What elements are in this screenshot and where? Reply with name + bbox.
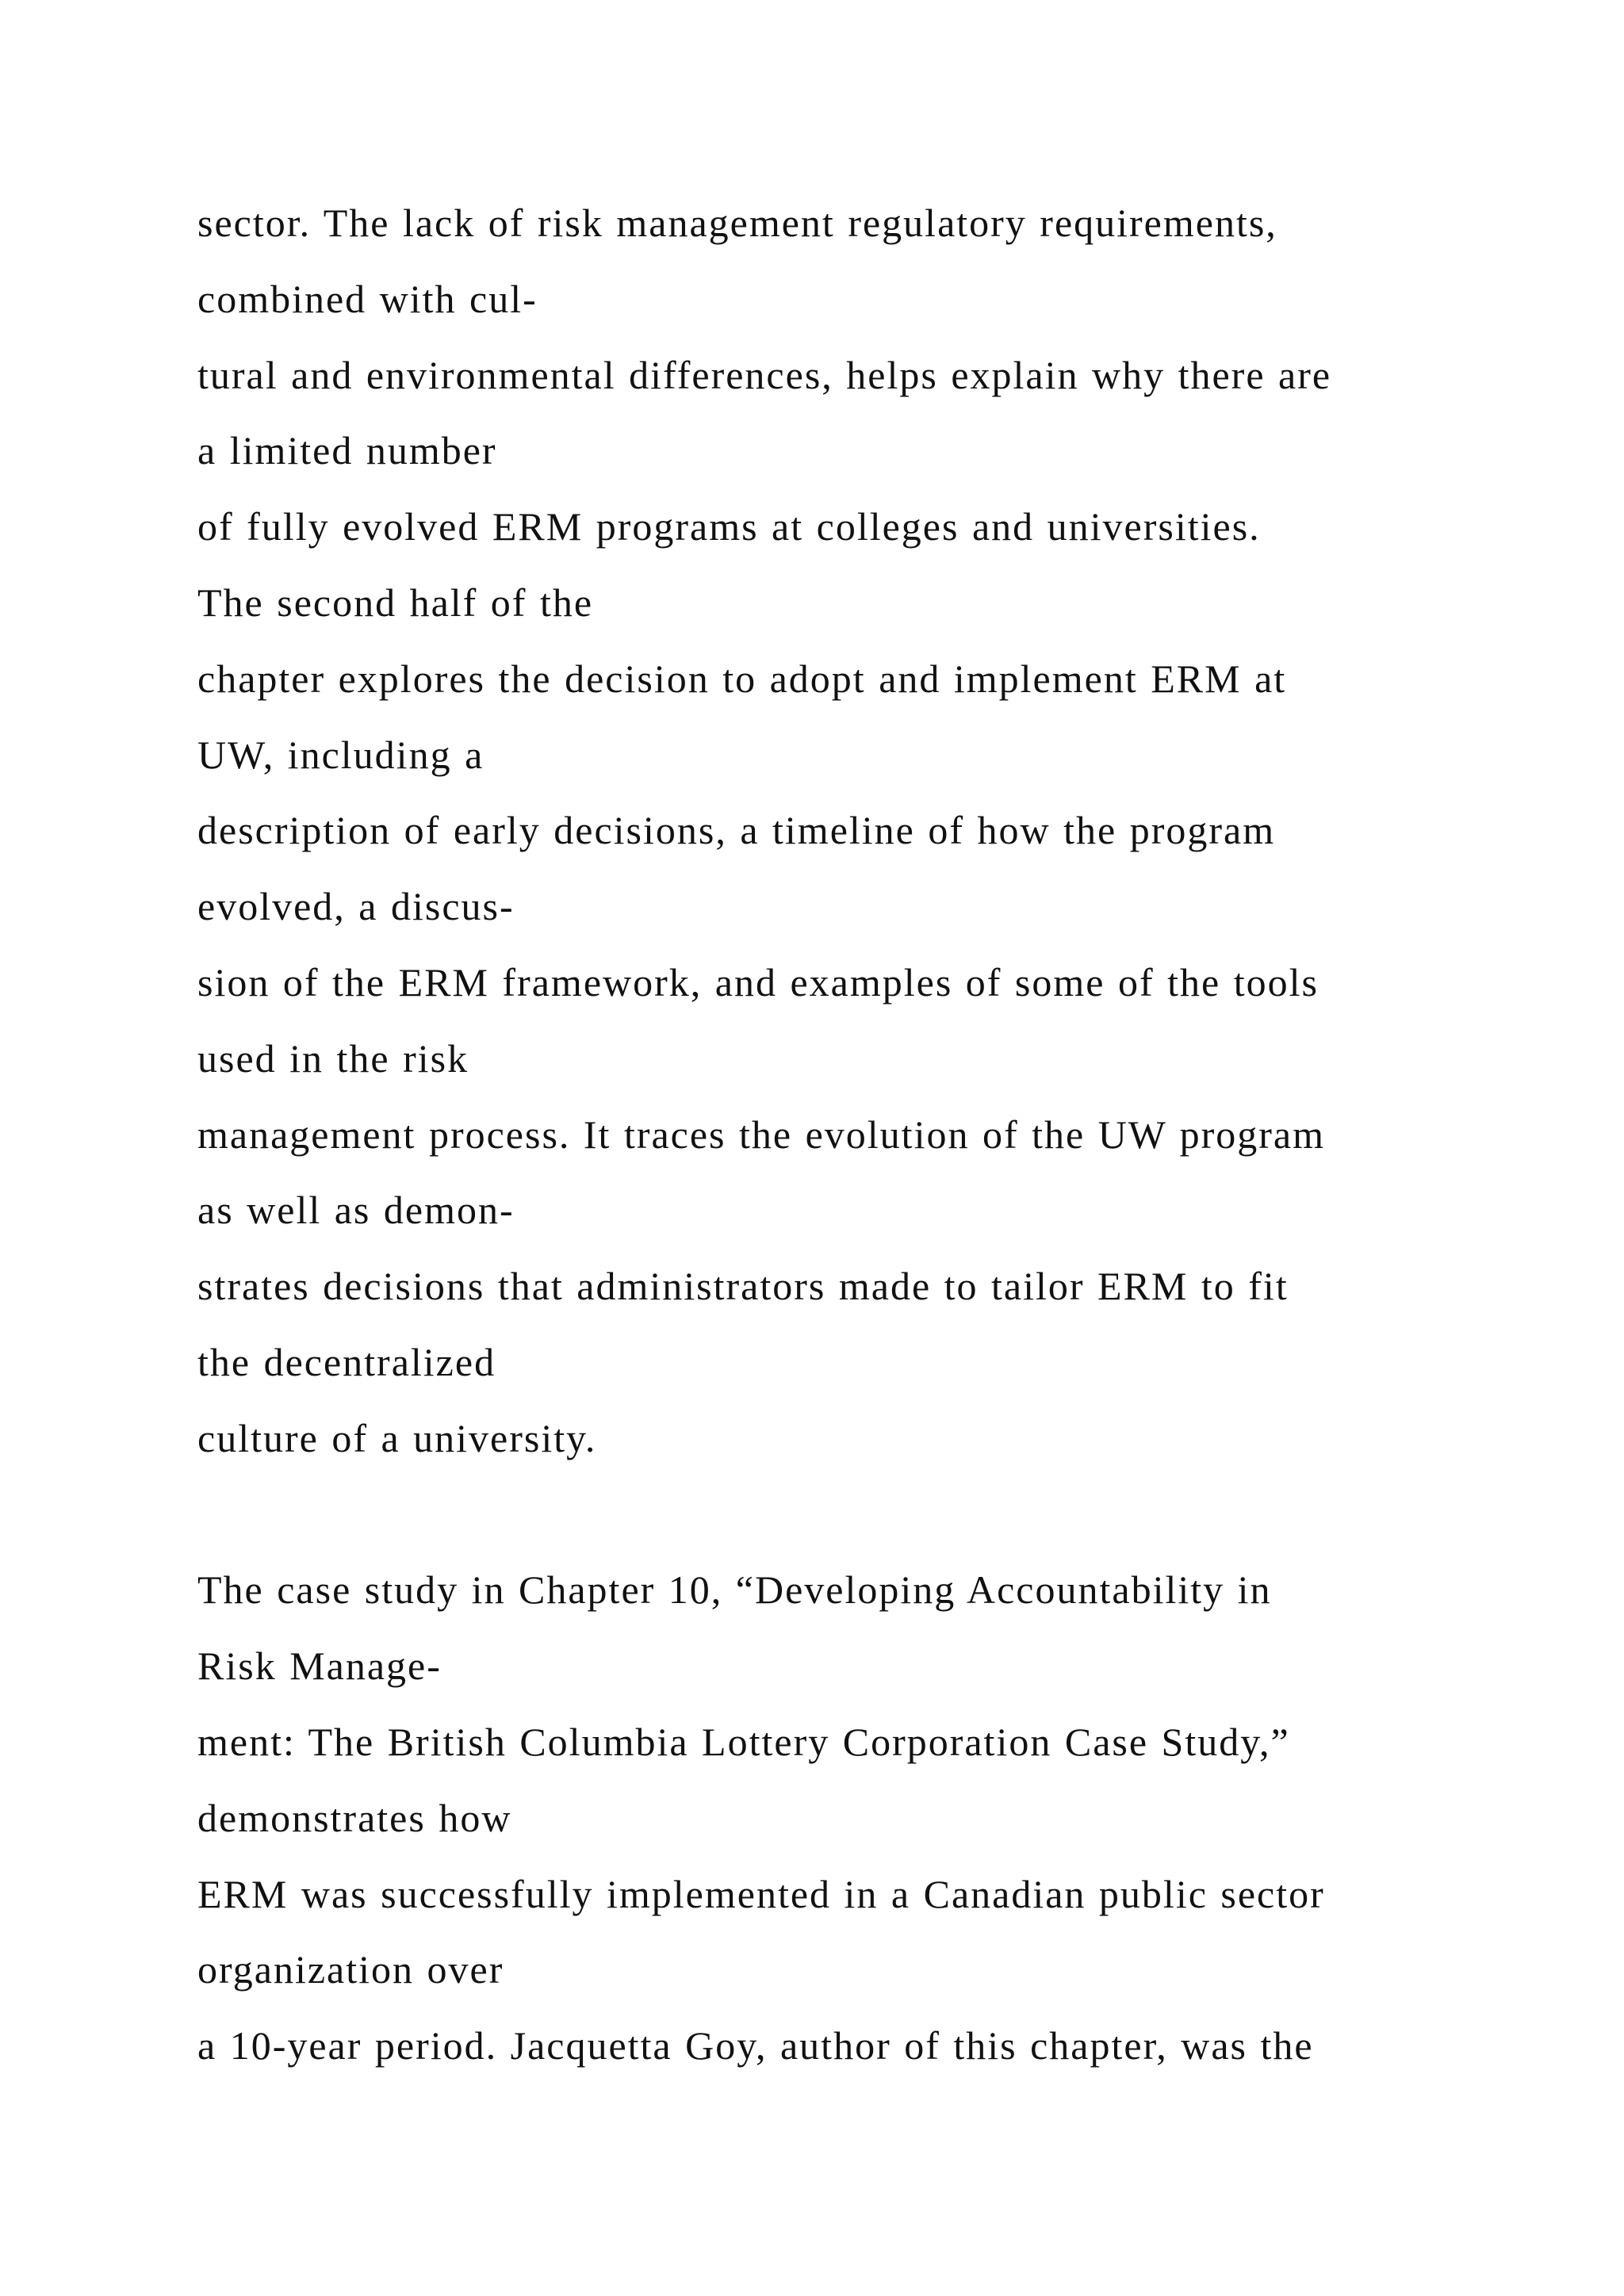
paragraph-1 bbox=[197, 186, 1593, 1477]
text-line: culture of a university. bbox=[197, 1415, 597, 1460]
text-line: a 10-year period. Jacquetta Goy, author of this chapter, was the bbox=[197, 2023, 1314, 2068]
text-line: evolved, a discus- bbox=[197, 884, 515, 929]
text-line: ERM was successfully implemented in a Canadian public sector bbox=[197, 1871, 1325, 1916]
text-line: ment: The British Columbia Lottery Corporation Case Study,” bbox=[197, 1719, 1290, 1764]
text-line: sion of the ERM framework, and examples of some of the tools bbox=[197, 959, 1319, 1004]
text-line: the decentralized bbox=[197, 1339, 496, 1384]
document-body bbox=[197, 186, 1593, 2084]
text-line: combined with cul- bbox=[197, 276, 538, 321]
text-line: management process. It traces the evolution of the UW program bbox=[197, 1112, 1325, 1157]
text-line: organization over bbox=[197, 1947, 504, 1992]
text-line: Risk Manage- bbox=[197, 1644, 442, 1689]
text-line: a limited number bbox=[197, 428, 497, 473]
text-line: sector. The lack of risk management regulatory requirements, bbox=[197, 201, 1277, 245]
paragraph-2 bbox=[197, 1552, 1593, 2084]
text-line: The case study in Chapter 10, “Developing Accountability in bbox=[197, 1567, 1272, 1613]
text-line: UW, including a bbox=[197, 732, 485, 777]
text-line: strates decisions that administrators made to tailor ERM to fit bbox=[197, 1264, 1289, 1309]
text-line: chapter explores the decision to adopt and implement ERM at bbox=[197, 656, 1287, 701]
text-line: used in the risk bbox=[197, 1035, 469, 1081]
text-line: description of early decisions, a timeline of how the program bbox=[197, 808, 1276, 853]
text-line: demonstrates how bbox=[197, 1795, 512, 1840]
text-line: as well as demon- bbox=[197, 1188, 515, 1233]
text-line: tural and environmental differences, helps explain why there are bbox=[197, 352, 1332, 397]
text-line: of fully evolved ERM programs at colleges and universities. bbox=[197, 504, 1261, 549]
text-line: The second half of the bbox=[197, 580, 594, 625]
